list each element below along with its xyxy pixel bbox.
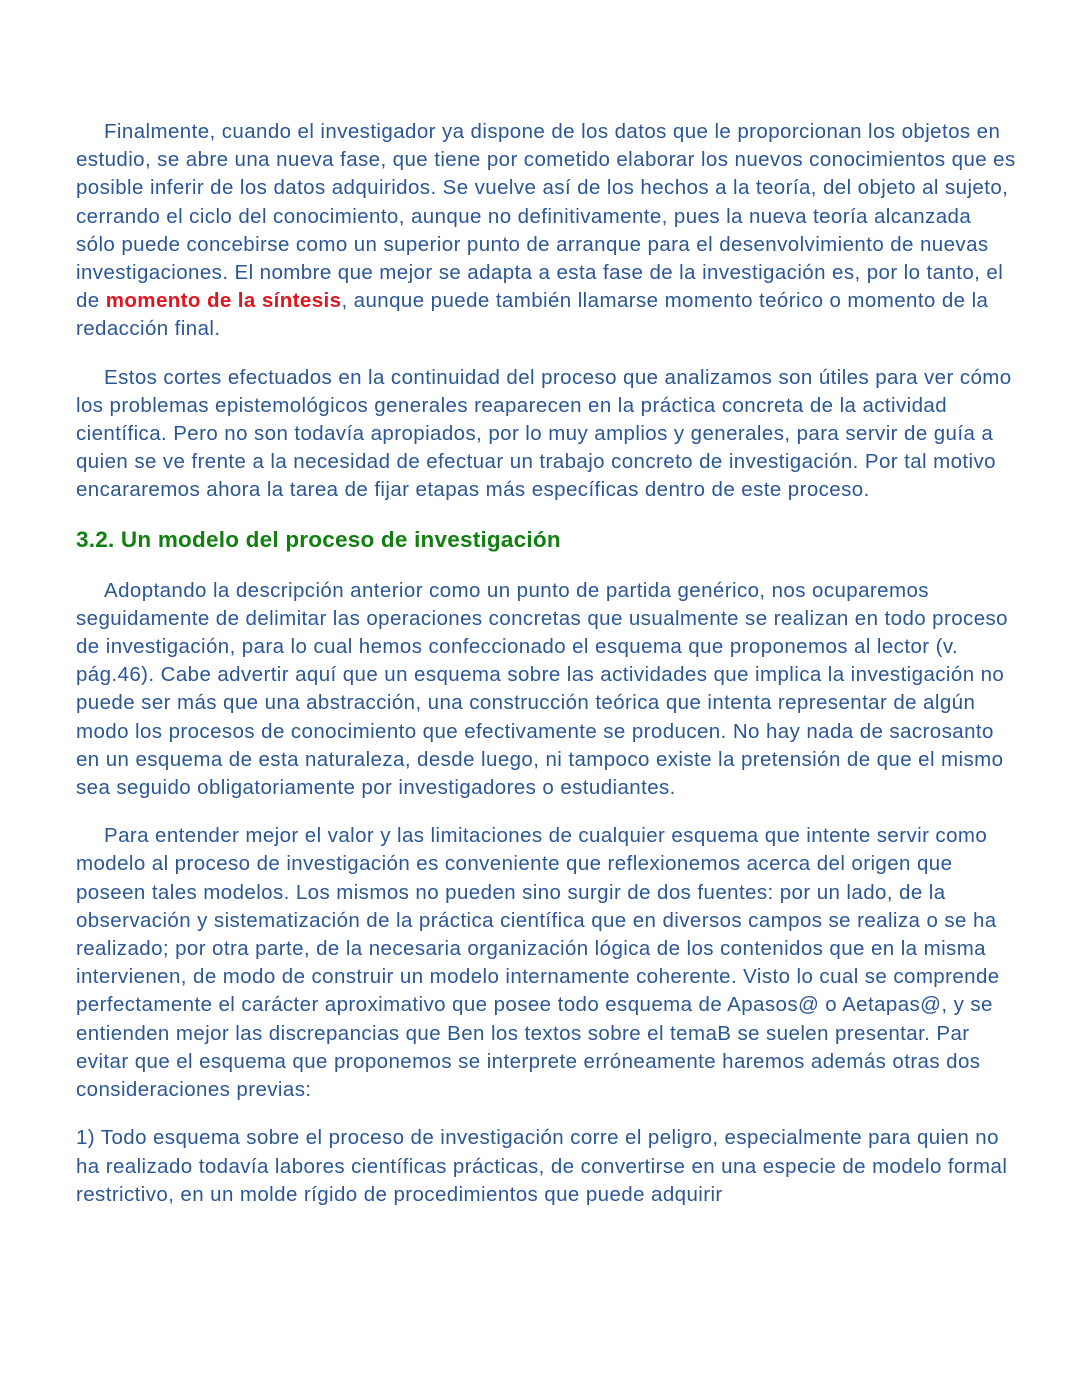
paragraph-adoptando: Adoptando la descripción anterior como un punto de partida genérico, nos ocuparemos seguidamente de delimitar las operaciones concretas que usualmente se realizan en todo proceso de investigación, para lo cual hemos confeccionado el esquema que proponemos al lector (v. pág.46). Cabe advertir aquí que un esquema sobre las actividades que implica la investigación no puede ser más que una abstracción, una construcción teórica que intenta representar de algún modo los procesos de conocimiento que efectivamente se producen. No hay nada de sacrosanto en un esquema de esta naturaleza, desde luego, ni tampoco existe la pretensión de que el mismo sea seguido obligatoriamente por investigadores o estudiantes.	[76, 578, 1008, 800]
paragraph-para-entender: Para entender mejor el valor y las limitaciones de cualquier esquema que intente servir como modelo al proceso de investigación es conveniente que reflexionemos acerca del origen que poseen tales modelos. Los mismos no pueden sino surgir de dos fuentes: por un lado, de la observación y sistematización de la práctica científica que en diversos campos se realiza o se ha realizado; por otra parte, de la necesaria organización lógica de los contenidos que en la misma intervienen, de modo de construir un modelo internamente coherente. Visto lo cual se comprende perfectamente el carácter aproximativo que posee todo esquema de Apasos@ o Aetapas@, y se entienden mejor las discrepancias que Ben los textos sobre el temaB se suelen presentar. Par evitar que el esquema que proponemos se interprete erróneamente haremos además otras dos consideraciones previas:	[76, 824, 1000, 1102]
paragraph-1-part-2: , aunque puede también llamarse momento teórico o momento de la redacción final.	[76, 289, 989, 341]
section-heading-3-2: 3.2. Un modelo del proceso de investigación	[76, 526, 561, 552]
paragraph-item-1: 1) Todo esquema sobre el proceso de investigación corre el peligro, especialmente para quien no ha realizado todavía labores científicas prácticas, de convertirse en una especie de modelo formal restrictivo, en un molde rígido de procedimientos que puede adquirir	[76, 1126, 1008, 1206]
paragraph-1-part-1: Finalmente, cuando el investigador ya dispone de los datos que le proporcionan los objetos en estudio, se abre una nueva fase, que tiene por cometido elaborar los nuevos conocimientos que es posible inferir de los datos adquiridos. Se vuelve así de los hechos a la teoría, del objeto al sujeto, cerrando el ciclo del conocimiento, aunque no definitivamente, pues la nueva teoría alcanzada sólo puede concebirse como un superior punto de arranque para el desenvolvimiento de nuevas investigaciones. El nombre que mejor se adapta a esta fase de la investigación es, por lo tanto, el de	[76, 120, 1016, 313]
paragraph-estos-cortes: Estos cortes efectuados en la continuidad del proceso que analizamos son útiles para ver cómo los problemas epistemológicos generales reaparecen en la práctica concreta de la actividad científica. Pero no son todavía apropiados, por lo muy amplios y generales, para servir de guía a quien se ve frente a la necesidad de efectuar un trabajo concreto de investigación. Por tal motivo encararemos ahora la tarea de fijar etapas más específicas dentro de este proceso.	[76, 365, 1012, 502]
emphasis-momento-de-la-sintesis: momento de la síntesis	[105, 289, 342, 313]
paragraph-finalmente	[76, 118, 1016, 344]
